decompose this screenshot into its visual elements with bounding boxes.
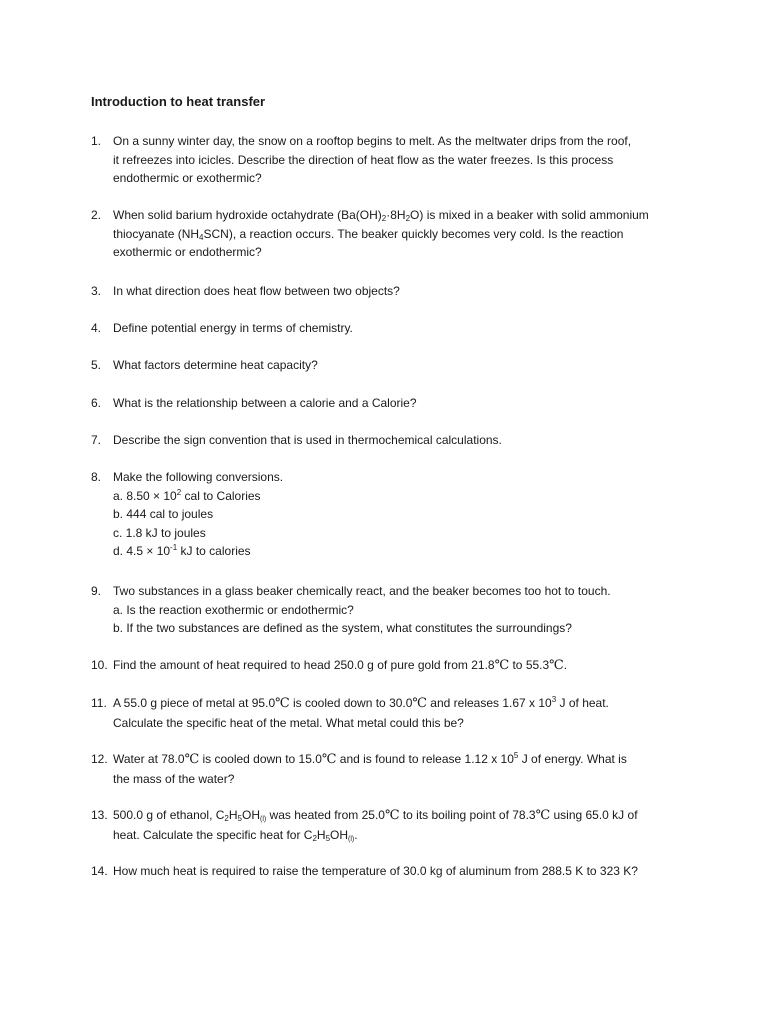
question-text-line: endothermic or exothermic? <box>113 171 262 185</box>
question-text-line: Calculate the specific heat of the metal. What metal could this be? <box>113 715 464 730</box>
question-8 <box>91 468 691 561</box>
sub-question-b: b. 444 cal to joules <box>113 507 214 521</box>
document-title: Introduction to heat transfer <box>91 94 266 109</box>
question-text-line: What is the relationship between a calorie and a Calorie? <box>113 396 417 410</box>
question-4 <box>91 319 691 338</box>
question-text-line: In what direction does heat flow between two objects? <box>113 284 400 298</box>
question-text-line: When solid barium hydroxide octahydrate $(Ba(OH)_2\cdot 8H_2O)$ is mixed in a beaker with solid ammonium <box>113 208 649 223</box>
question-text-line: 500.0 g of ethanol, $C_2H_5OH_{(l)}$ was heated from 25.0℃ to its boiling point of 78.3℃ using 65.0 kJ of <box>113 808 638 823</box>
question-3 <box>91 282 691 301</box>
question-6 <box>91 394 691 413</box>
question-number: 6. <box>91 396 102 410</box>
question-1 <box>91 132 691 188</box>
question-number: 4. <box>91 321 102 335</box>
question-13 <box>91 806 691 844</box>
question-11 <box>91 694 691 732</box>
question-10 <box>91 656 691 676</box>
question-text-line: On a sunny winter day, the snow on a rooftop begins to melt. As the meltwater drips from the roof, <box>113 134 632 148</box>
question-text-line: exothermic or endothermic? <box>113 245 262 259</box>
question-number: 13. <box>91 808 108 822</box>
question-2 <box>91 206 691 262</box>
question-number: 3. <box>91 284 102 298</box>
question-text-line: What factors determine heat capacity? <box>113 358 318 372</box>
question-9 <box>91 582 691 638</box>
question-5 <box>91 356 691 375</box>
question-number: 12. <box>91 752 108 766</box>
question-7 <box>91 431 691 450</box>
sub-question-a: a. $8.50 \times 10^2$ cal to Calories <box>113 487 261 503</box>
question-number: 14. <box>91 864 108 878</box>
question-text-line: heat. Calculate the specific heat for $C_2H_5OH_{(l)}$. <box>113 827 358 843</box>
question-number: 1. <box>91 134 102 148</box>
question-number: 11. <box>91 696 107 710</box>
question-text-line: Two substances in a glass beaker chemically react, and the beaker becomes too hot to touch. <box>113 584 611 598</box>
question-number: 7. <box>91 433 102 447</box>
question-12 <box>91 750 691 788</box>
sub-question-b: b. If the two substances are defined as the system, what constitutes the surroundings? <box>113 621 572 635</box>
question-number: 5. <box>91 358 102 372</box>
question-text-line: Define potential energy in terms of chemistry. <box>113 321 353 335</box>
question-text-line: Make the following conversions. <box>113 470 284 484</box>
question-number: 9. <box>91 584 102 598</box>
question-number: 10. <box>91 658 108 672</box>
question-text-line: How much heat is required to raise the temperature of 30.0 kg of aluminum from 288.5 K to 323 K? <box>113 864 638 878</box>
question-text-line: the mass of the water? <box>113 771 235 786</box>
question-text-line: Water at 78.0℃ is cooled down to 15.0℃ and is found to release 1.12 x $10^5$ J of energy. What is <box>113 751 627 767</box>
sub-question-c: c. 1.8 kJ to joules <box>113 525 206 540</box>
question-text-line: Find the amount of heat required to head 250.0 g of pure gold from 21.8℃ to 55.3℃. <box>113 658 568 673</box>
sub-question-d: d. $4.5 \times 10^{-1}$ kJ to calories <box>113 543 251 558</box>
question-text-line: Describe the sign convention that is used in thermochemical calculations. <box>113 433 502 447</box>
sub-question-a: a. Is the reaction exothermic or endothermic? <box>113 602 354 617</box>
question-text-line: thiocyanate $(NH_4SCN)$, a reaction occurs. The beaker quickly becomes very cold. Is the reaction <box>113 226 624 242</box>
question-14 <box>91 862 691 881</box>
question-text-line: it refreezes into icicles. Describe the direction of heat flow as the water freezes. Is this process <box>113 152 614 167</box>
question-text-line: A 55.0 g piece of metal at 95.0℃ is cooled down to 30.0℃ and releases 1.67 x $10^3$ J of heat. <box>113 695 609 711</box>
question-number: 8. <box>91 470 102 484</box>
question-number: 2. <box>91 208 102 222</box>
